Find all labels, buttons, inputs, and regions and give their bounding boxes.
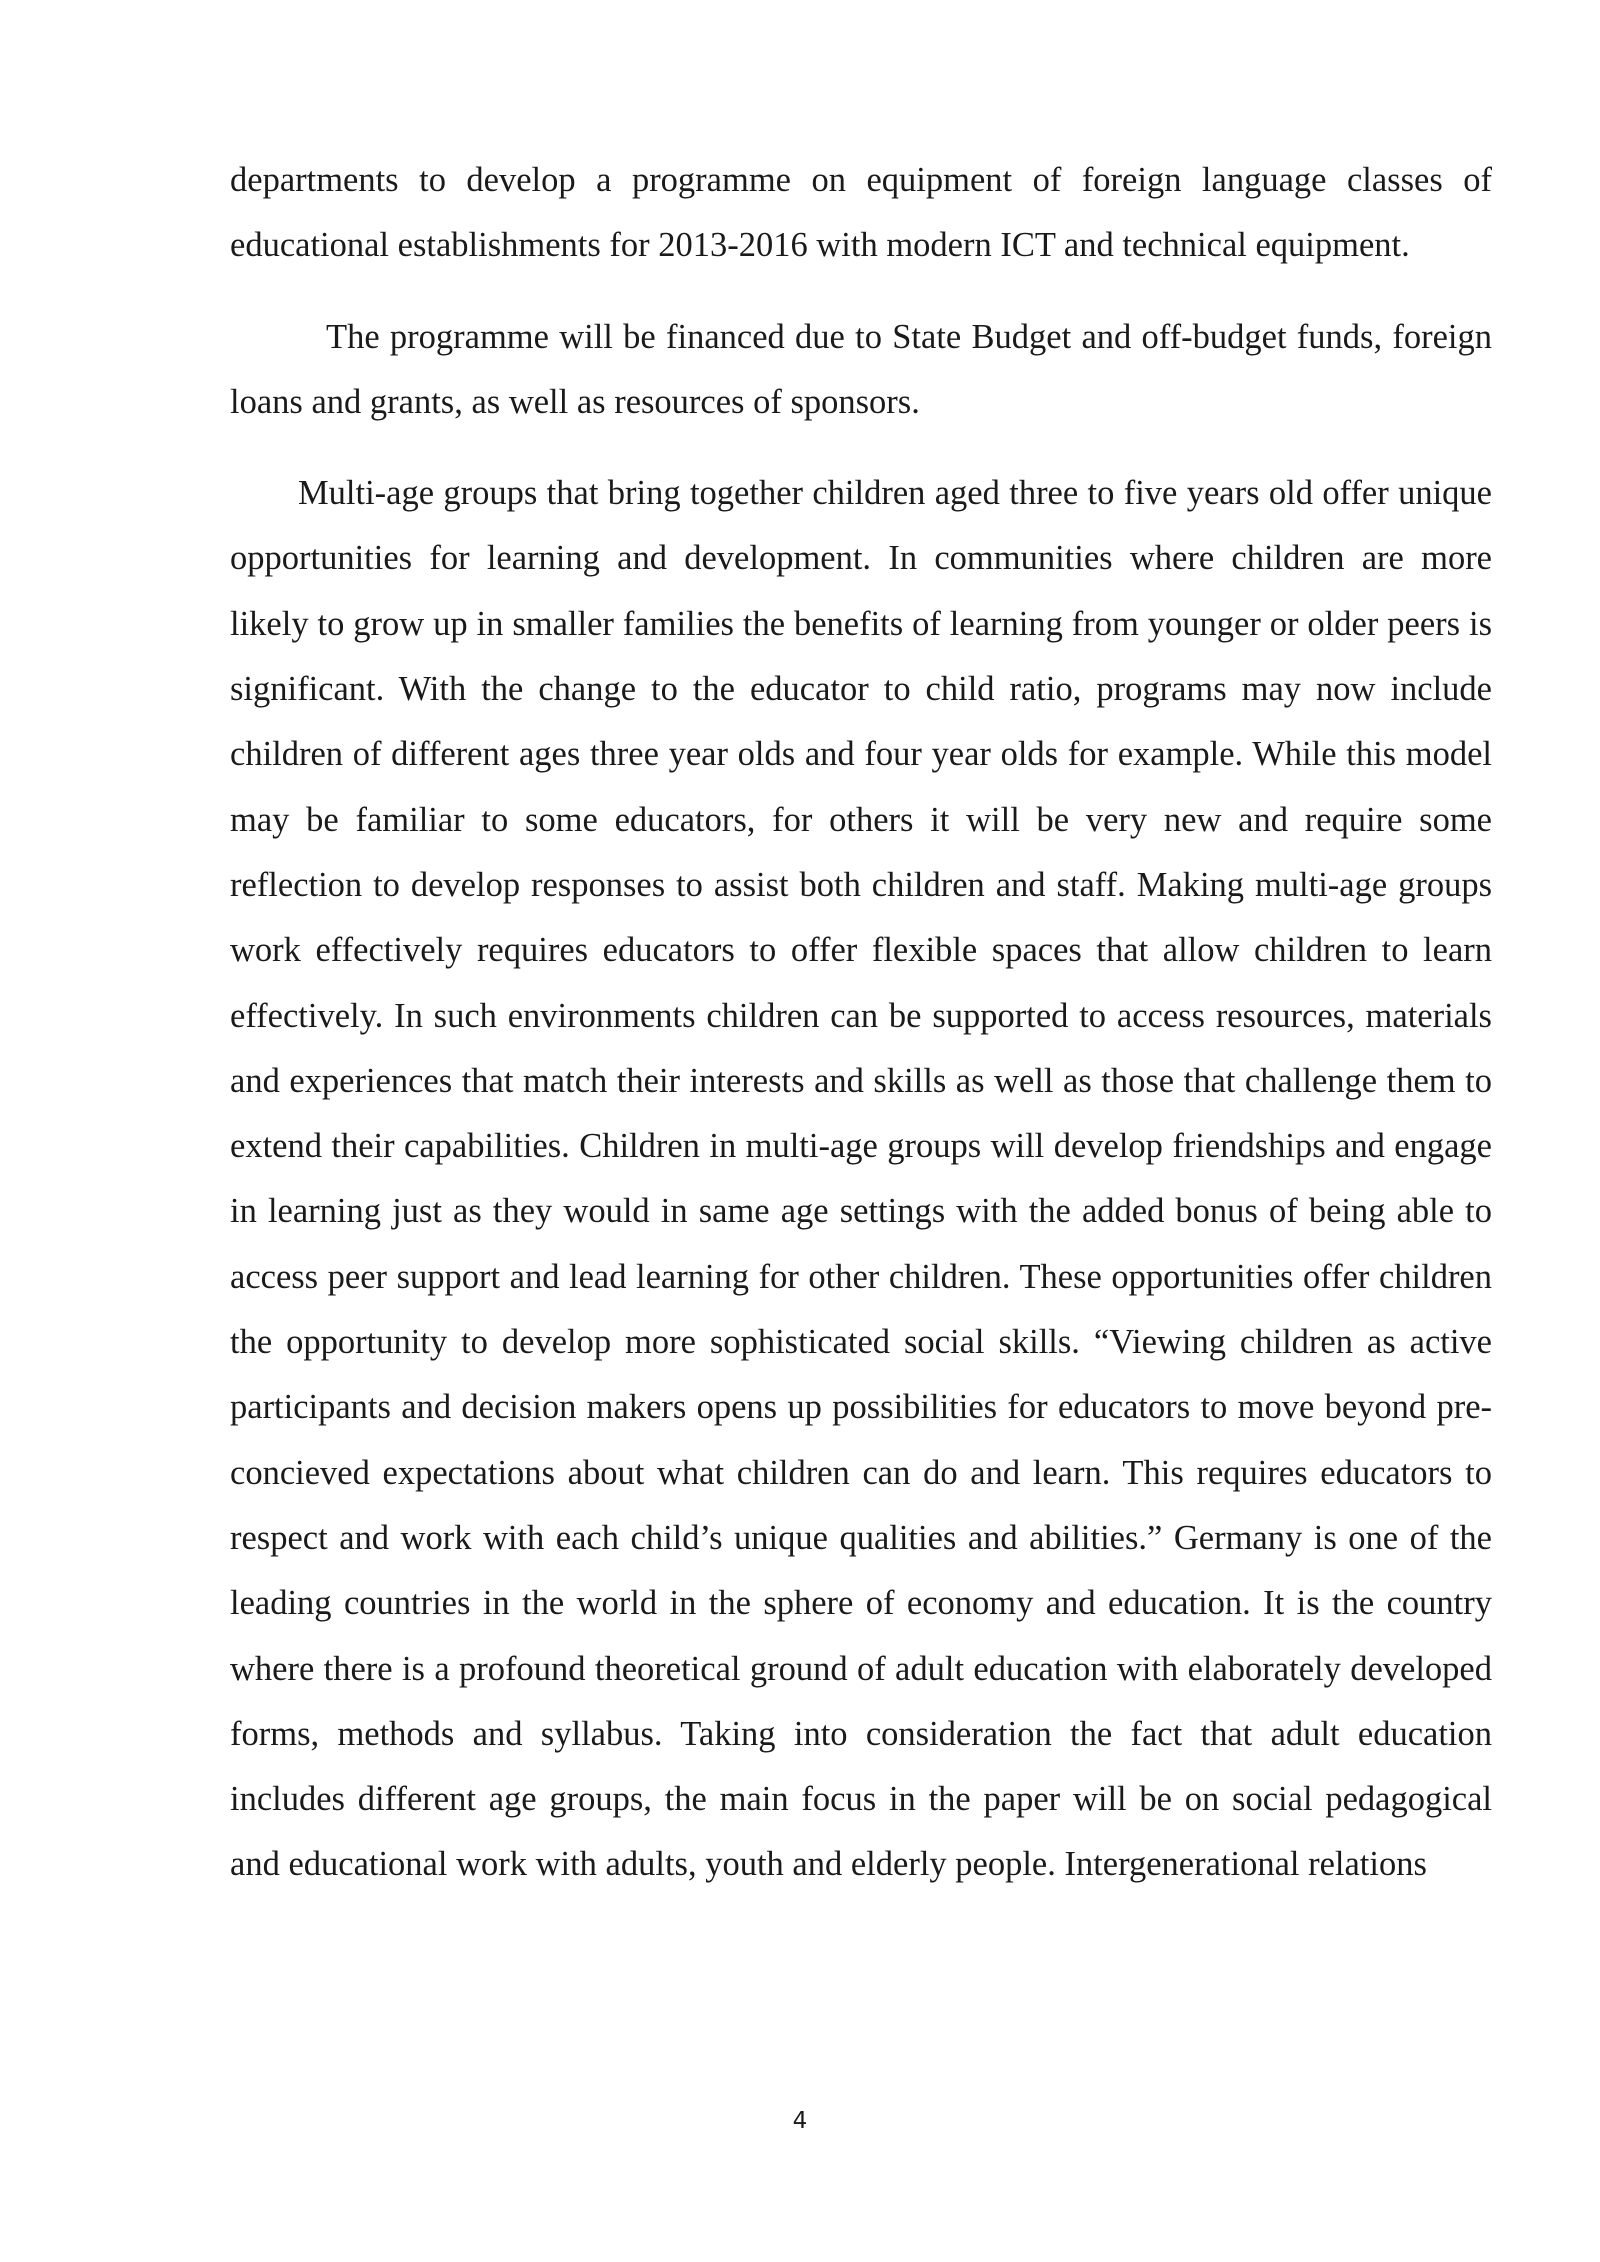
paragraph-multi-age-groups: Multi-age groups that bring together children aged three to five years old offer unique opportunities for learning and development. In communities where children are more likely to grow up in smaller families the benefits of learning from younger or older peers is significant. With the change to the educator to child ratio, programs may now include children of different ages three year olds and four year olds for example. While this model may be familiar to some educators, for others it will be very new and require some reflection to develop responses to assist both children and staff. Making multi-age groups work effectively requires educators to offer flexible spaces that allow children to learn effectively. In such environments children can be supported to access resources, materials and experiences that match their interests and skills as well as those that challenge them to extend their capabilities. Children in multi-age groups will develop friendships and engage in learning just as they would in same age settings with the added bonus of being able to access peer support and lead learning for other children. These opportunities offer children the opportunity to develop more sophisticated social skills. “Viewing children as active participants and decision makers opens up possibilities for educators to move beyond pre-concieved expectations about what children can do and learn. This requires educators to respect and work with each child’s unique qualities and abilities.” Germany is one of the leading countries in the world in the sphere of economy and education. It is the country where there is a profound theoretical ground of adult education with elaborately developed forms, methods and syllabus. Taking into consideration the fact that adult education includes different age groups, the main focus in the paper will be on social pedagogical and educational work with adults, youth and elderly people. Intergenerational relations (230, 474, 1492, 1884)
paragraph-financing: The programme will be financed due to State Budget and off-budget funds, foreign loans and grants, as well as resources of sponsors. (230, 317, 1492, 421)
body-text (230, 148, 1492, 1898)
page-number: 4 (792, 2108, 808, 2134)
paragraph-ict-programme: departments to develop a programme on equipment of foreign language classes of educational establishments for 2013-2016 with modern ICT and technical equipment. (230, 161, 1492, 265)
